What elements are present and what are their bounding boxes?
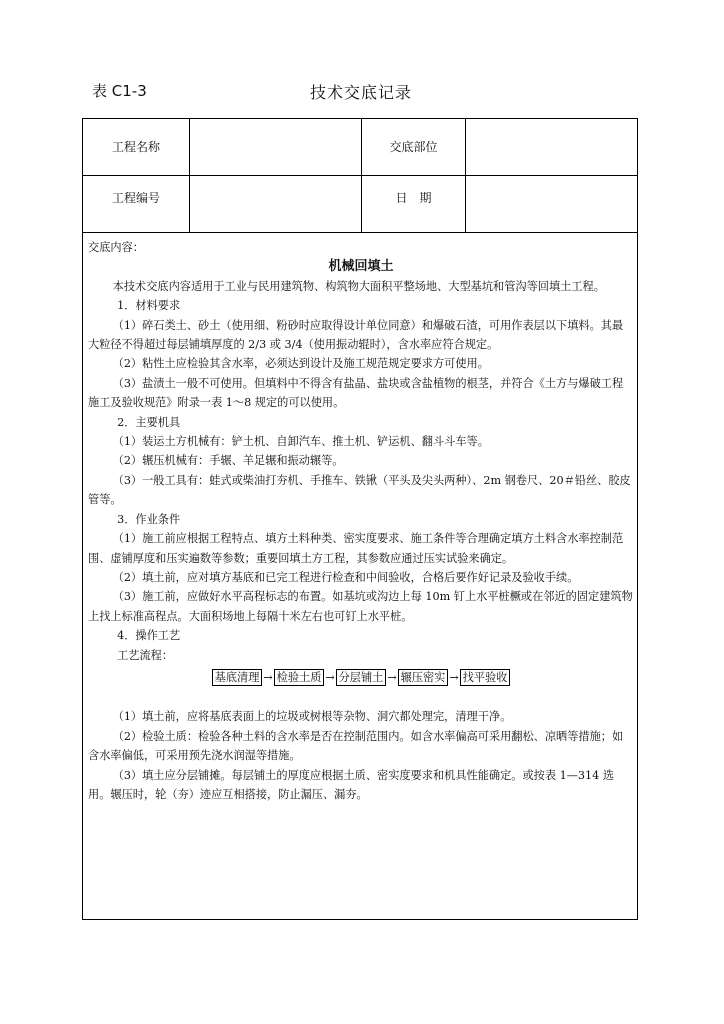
- column-divider: [361, 119, 362, 233]
- paragraph: （2）辗压机械有：手辗、羊足辗和振动辗等。: [112, 454, 344, 468]
- flow-step: 找平验收: [460, 669, 511, 686]
- heading-work-conditions: 3．作业条件: [117, 512, 181, 526]
- paragraph: （2）填土前，应对填方基底和已完工程进行检查和中间验收，合格后要作好记录及验收手续。: [112, 570, 579, 584]
- disclosure-part-label: 交底部位: [389, 140, 438, 154]
- paragraph: （1）装运土方机械有：铲土机、自卸汽车、推土机、铲运机、翻斗斗车等。: [112, 435, 489, 449]
- flow-step: 辗压密实: [398, 669, 449, 686]
- paragraph: （2）粘性土应检验其含水率，必须达到设计及施工规范规定要求方可使用。: [112, 357, 489, 371]
- content-label: 交底内容：: [88, 241, 144, 254]
- arrow-right-icon: →: [449, 670, 459, 684]
- flow-step: 基底清理: [212, 669, 263, 686]
- scope-paragraph: 本技术交底内容适用于工业与民用建筑物、构筑物大面积平整场地、大型基坑和管沟等回填土工程。: [112, 279, 605, 293]
- process-flow: [88, 668, 634, 687]
- paragraph: （3）盐渍土一般不可使用。但填料中不得含有盐晶、盐块或含盐植物的根茎，并符合《土方与爆破工程施工及验收规范》附录一表 1～8 规定的可以使用。: [88, 376, 624, 410]
- paragraph: （1）填土前，应将基底表面上的垃圾或树根等杂物、洞穴都处理完，清理干净。: [112, 710, 512, 724]
- flow-label: 工艺流程：: [117, 648, 174, 662]
- paragraph: （3）填土应分层铺摊。每层铺土的厚度应根据土质、密实度要求和机具性能确定。或按表 1—314 选用。辗压时，轮（夯）迹应互相搭接，防止漏压、漏夯。: [88, 768, 615, 801]
- row-divider: [83, 232, 637, 233]
- disclosure-content: [88, 238, 634, 804]
- arrow-right-icon: →: [325, 670, 335, 684]
- form-number: 表 C1-3: [92, 82, 147, 100]
- column-divider: [465, 119, 466, 233]
- heading-equipment: 2．主要机具: [117, 415, 181, 429]
- paragraph: （1）施工前应根据工程特点、填方土料种类、密实度要求、施工条件等合理确定填方土料含水率控制范围、虚铺厚度和压实遍数等参数；重要回填土方工程，其参数应通过压实试验来确定。: [88, 532, 624, 565]
- flow-step: 分层铺土: [336, 669, 387, 686]
- heading-materials: 1．材料要求: [117, 299, 181, 313]
- paragraph: （3）施工前，应做好水平高程标志的布置。如基坑或沟边上每 10m 钉上水平桩橛或在邻近的固定建筑物上找上标准高程点。大面积场地上每隔十米左右也可钉上水平桩。: [88, 590, 633, 623]
- row-divider: [83, 175, 637, 176]
- heading-operation-process: 4．操作工艺: [117, 629, 181, 643]
- arrow-right-icon: →: [263, 670, 273, 684]
- arrow-right-icon: →: [387, 670, 397, 684]
- paragraph: （1）碎石类土、砂土（使用细、粉砂时应取得设计单位同意）和爆破石渣，可用作表层以下填料。其最大粒径不得超过每层铺填厚度的 2/3 或 3/4（使用振动辊时），含水率应符合规定。: [88, 318, 624, 352]
- project-name-label: 工程名称: [111, 140, 160, 154]
- flow-step: 检验土质: [274, 669, 325, 686]
- project-number-label: 工程编号: [111, 191, 160, 205]
- section-title: 机械回填土: [328, 259, 394, 275]
- document-title: 技术交底记录: [310, 83, 413, 102]
- column-divider: [189, 119, 190, 233]
- paragraph: （2）检验土质：检验各种土料的含水率是否在控制范围内。如含水率偏高可采用翻松、凉晒等措施；如含水率偏低，可采用预先浇水润湿等措施。: [88, 729, 624, 763]
- date-label: 日 期: [395, 191, 432, 205]
- paragraph: （3）一般工具有：蛙式或柴油打夯机、手推车、铁锹（平头及尖头两种）、2m 钢卷尺、20＃铅丝、胶皮管等。: [88, 473, 631, 507]
